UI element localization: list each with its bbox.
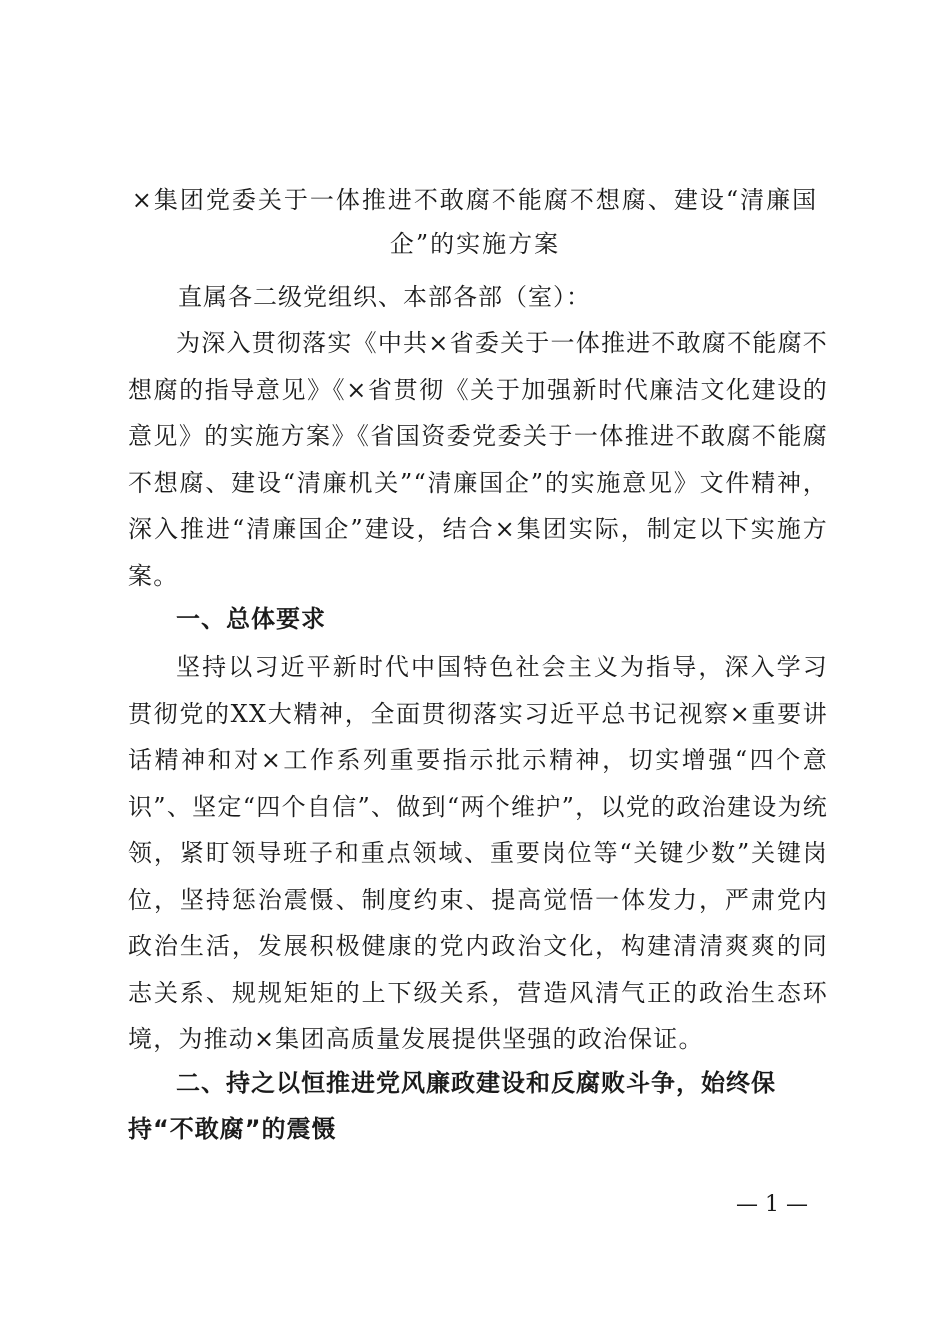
intro-paragraph: 为深入贯彻落实《中共×省委关于一体推进不敢腐不能腐不想腐的指导意见》《×省贯彻《关于加强新时代廉洁文化建设的意见》的实施方案》《省国资委党委关于一体推进不敢腐不能腐不想腐、建设“清廉机关”“清廉国企”的实施意见》文件精神，深入推进“清廉国企”建设，结合×集团实际，制定以下实施方案。 xyxy=(128,329,828,590)
section-heading-general-requirements: 一、总体要求 xyxy=(176,605,326,633)
section-heading-anti-corruption: 二、持之以恒推进党风廉政建设和反腐败斗争，始终保持“不敢腐”的震慑 xyxy=(128,1069,776,1143)
page-number: — 1 — xyxy=(736,1192,808,1217)
salutation: 直属各二级党组织、本部各部（室）： xyxy=(178,283,591,311)
general-requirements-paragraph: 坚持以习近平新时代中国特色社会主义为指导，深入学习贯彻党的XX大精神，全面贯彻落实习近平总书记视察×重要讲话精神和对×工作系列重要指示批示精神，切实增强“四个意识”、坚定“四个自信”、做到“两个维护”，以党的政治建设为统领，紧盯领导班子和重点领域、重要岗位等“关键少数”关键岗位，坚持惩治震慑、制度约束、提高觉悟一体发力，严肃党内政治生活，发展积极健康的党内政治文化，构建清清爽爽的同志关系、规规矩矩的上下级关系，营造风清气正的政治生态环境，为推动×集团高质量发展提供坚强的政治保证。 xyxy=(128,653,828,1053)
document-title: ×集团党委关于一体推进不敢腐不能腐不想腐、建设“清廉国企”的实施方案 xyxy=(131,186,819,258)
